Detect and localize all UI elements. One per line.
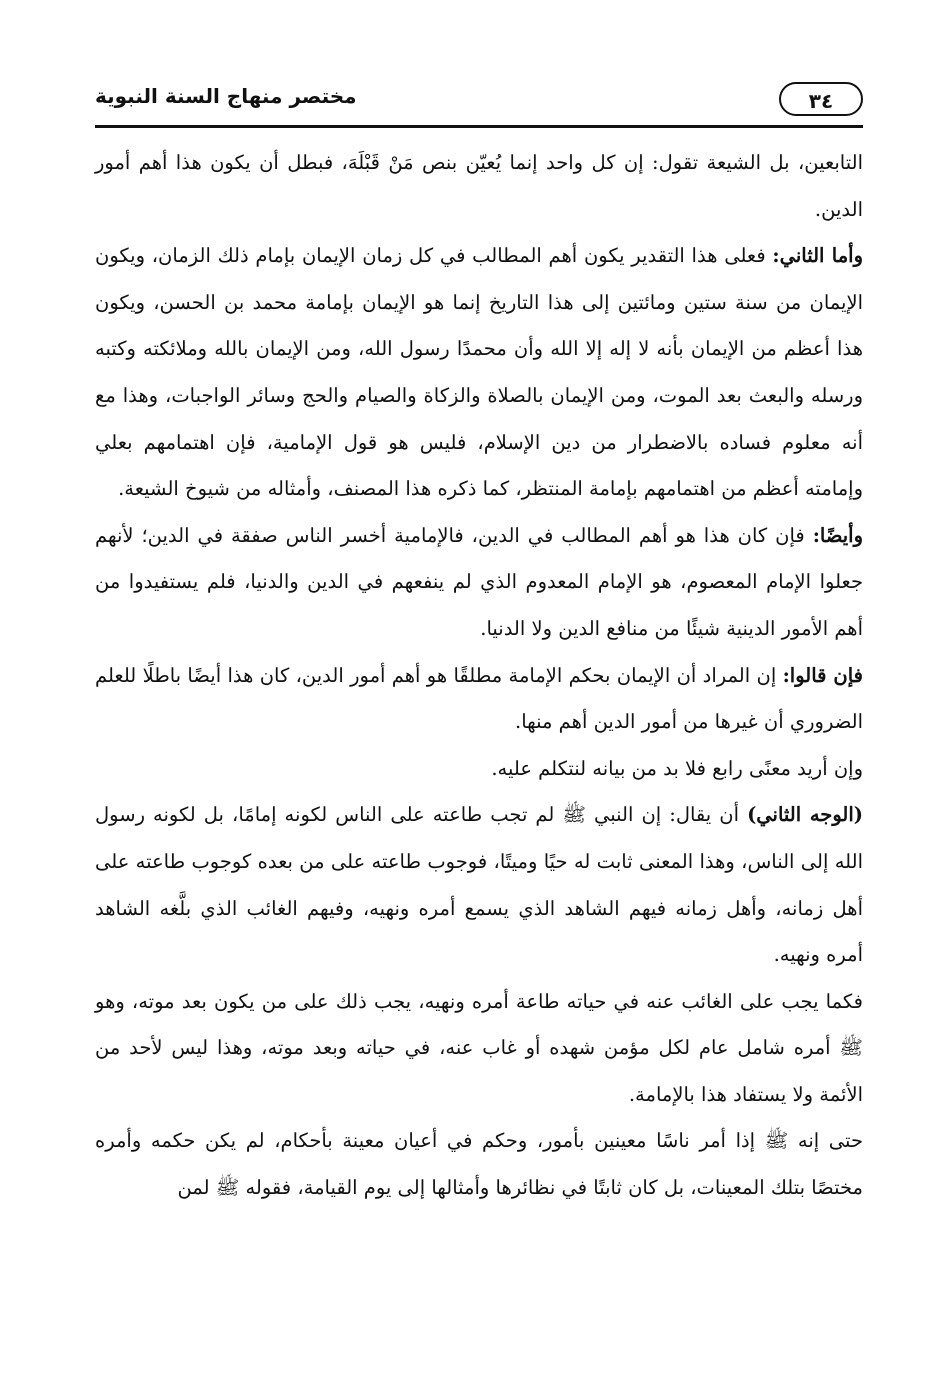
paragraph-text: إن المراد أن الإيمان بحكم الإمامة مطلقًا هو أهم أمور الدين، كان هذا أيضًا باطلًا للعلم الضروري أن غيرها من أمور الدين أهم منها. [95, 663, 863, 734]
page-header [95, 78, 863, 128]
paragraph-1 [95, 140, 863, 233]
paragraph-lead: فإن قالوا: [782, 663, 863, 687]
paragraph-lead: (الوجه الثاني) [747, 803, 863, 827]
running-title: مختصر منهاج السنة النبوية [95, 84, 357, 108]
paragraph-4 [95, 653, 863, 746]
paragraph-2 [95, 233, 863, 513]
paragraph-3 [95, 513, 863, 653]
paragraph-text: فإن كان هذا هو أهم المطالب في الدين، فالإمامية أخسر الناس صفقة في الدين؛ لأنهم جعلوا الإمام المعصوم، هو الإمام المعدوم الذي لم ينفعهم في الدين والدنيا، فلم يستفيدوا من أهم الأمور الدينية شيئًا من منافع الدين ولا الدنيا. [95, 523, 863, 640]
paragraph-text: وإن أريد معنًى رابع فلا بد من بيانه لنتكلم عليه. [491, 756, 863, 780]
page-number-badge: ٣٤ [779, 82, 863, 116]
paragraph-text: أن يقال: إن النبي ﷺ لم تجب طاعته على الناس لكونه إمامًا، بل لكونه رسول الله إلى الناس، وهذا المعنى ثابت له حيًا وميتًا، فوجوب طاعته على من بعده كوجوب طاعته على أهل زمانه، وأهل زمانه فيهم الشاهد الذي يسمع أمره ونهيه، وفيهم الغائب الذي بلَّغه الشاهد أمره ونهيه. [95, 803, 863, 967]
paragraph-text: حتى إنه ﷺ إذا أمر ناسًا معينين بأمور، وحكم في أعيان معينة بأحكام، لم يكن حكمه وأمره مختصًا بتلك المعينات، بل كان ثابتًا في نظائرها وأمثالها إلى يوم القيامة، فقوله ﷺ لمن [95, 1129, 863, 1200]
paragraph-8 [95, 1118, 863, 1211]
header-rule [95, 125, 863, 128]
paragraph-lead: وأيضًا: [812, 523, 863, 547]
paragraph-6 [95, 792, 863, 978]
paragraph-text: فعلى هذا التقدير يكون أهم المطالب في كل زمان الإيمان بإمام ذلك الزمان، ويكون الإيمان من سنة ستين ومائتين إلى هذا التاريخ إنما هو الإيمان بإمامة محمد بن الحسن، ويكون هذا أعظم من الإيمان بأنه لا إله إلا الله وأن محمدًا رسول الله، ومن الإيمان بالله وملائكته وكتبه ورسله والبعث بعد الموت، ومن الإيمان بالصلاة والزكاة والصيام والحج وسائر الواجبات، وهذا مع أنه معلوم فساده بالاضطرار من دين الإسلام، فليس هو قول الإمامية، فإن اهتمامهم بعلي وإمامته أعظم من اهتمامهم بإمامة المنتظر، كما ذكره هذا المصنف، وأمثاله من شيوخ الشيعة. [95, 244, 863, 501]
paragraph-text: التابعين، بل الشيعة تقول: إن كل واحد إنما يُعيّن بنص مَنْ قَبْلَهَ، فبطل أن يكون هذا أهم أمور الدين. [95, 151, 863, 221]
paragraph-text: فكما يجب على الغائب عنه في حياته طاعة أمره ونهيه، يجب ذلك على من يكون بعد موته، وهو ﷺ أمره شامل عام لكل مؤمن شهده أو غاب عنه، في حياته وبعد موته، وهذا ليس لأحد من الأئمة ولا يستفاد هذا بالإمامة. [95, 989, 863, 1106]
page-body [95, 140, 863, 1212]
paragraph-7 [95, 979, 863, 1119]
paragraph-5 [95, 746, 863, 793]
paragraph-lead: وأما الثاني: [772, 244, 864, 268]
